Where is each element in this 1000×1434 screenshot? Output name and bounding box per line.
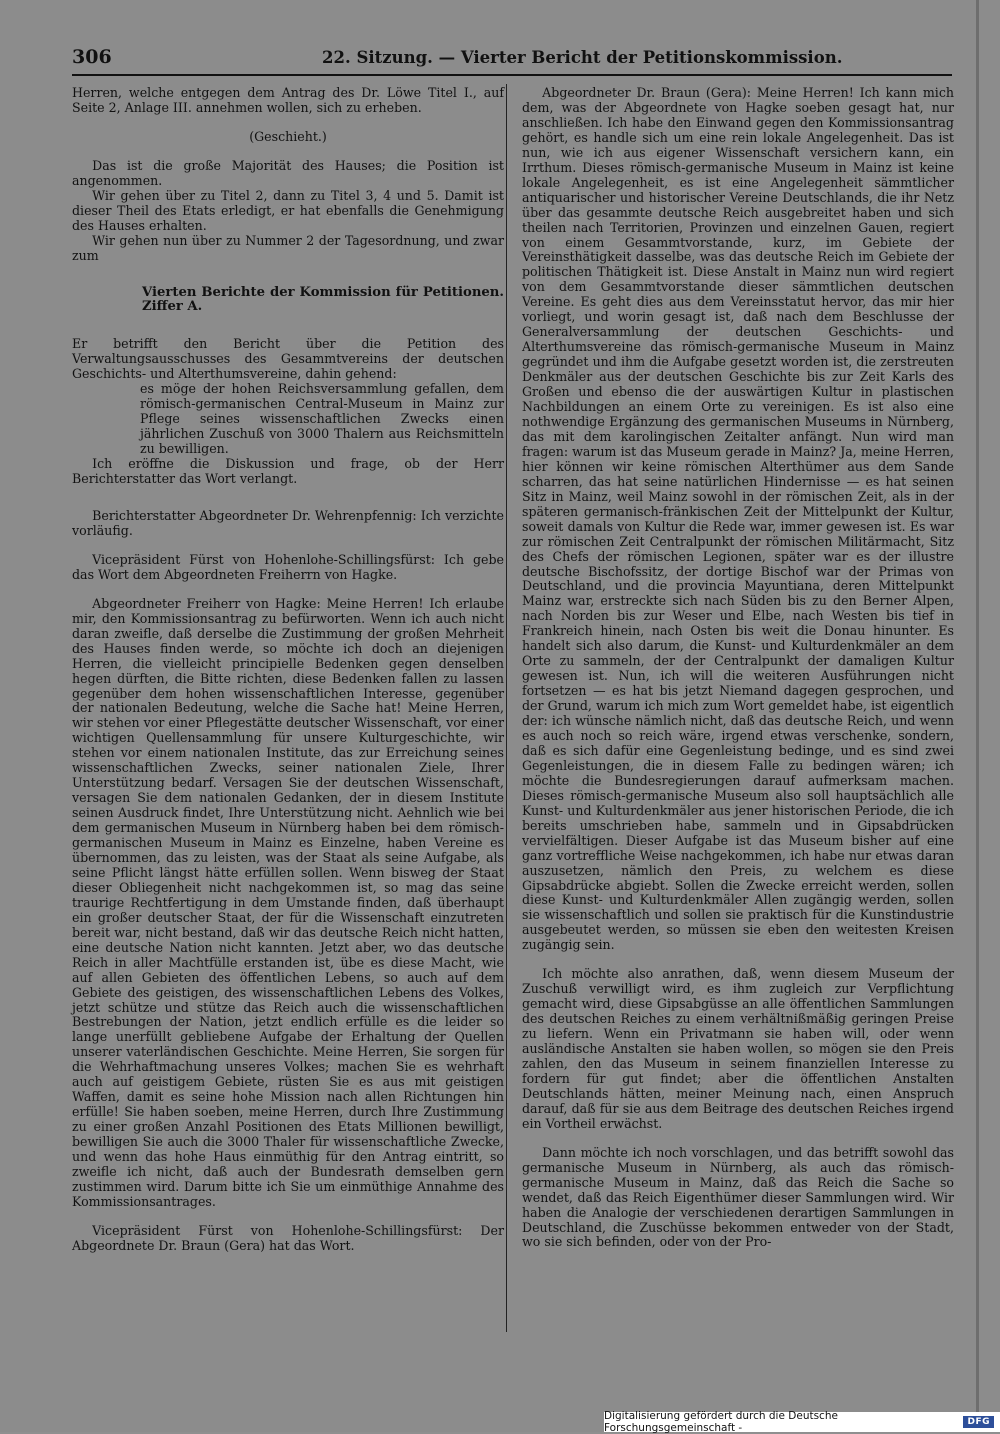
left-column-paragraph: Er betrifft den Bericht über die Petition des Verwaltungsausschusses des Gesammtvereins der deutschen Geschichts- und Alterthumsvereine, dahin gehend: <box>72 336 504 382</box>
left-column-paragraph: Ich eröffne die Diskussion und frage, ob der Herr Berichterstatter das Wort verlangt. <box>72 456 504 487</box>
left-column-paragraph: Wir gehen nun über zu Nummer 2 der Tagesordnung, und zwar zum <box>72 232 504 263</box>
left-column-paragraph: Herren, welche entgegen dem Antrag des Dr. Löwe Titel I., auf Seite 2, Anlage III. annehmen wollen, sich zu erheben. <box>72 85 504 115</box>
left-column-paragraph: Das ist die große Majorität des Hauses; die Position ist angenommen. <box>72 157 504 188</box>
left-column-paragraph: Vierten Berichte der Kommission für Petitionen. Ziffer A. <box>142 284 504 315</box>
running-title: 22. Sitzung. — Vierter Bericht der Petitionskommission. <box>322 48 843 67</box>
right-column-paragraph: Ich möchte also anrathen, daß, wenn diesem Museum der Zuschuß verwilligt wird, es ihm zugleich zur Verpflichtung gemacht wird, diese Gipsabgüsse an alle öffentlichen Sammlungen des deutschen Reiches zu einem verhältnißmäßig geringen Preise zu liefern. Wenn ein Privatmann sie haben will, oder wenn ausländische Anstalten sie haben wollen, so mögen sie den Preis zahlen, den das Museum in seinem finanziellen Interesse zu fordern für gut findet; aber die öffentlichen Anstalten Deutschlands hätten, meiner Meinung nach, einen Anspruch darauf, daß für sie aus dem Beitrage des deutschen Reiches irgend ein Vortheil erwächst. <box>522 966 954 1131</box>
page-header <box>72 44 952 76</box>
scan-edge <box>976 0 979 1432</box>
right-column <box>522 86 954 1250</box>
digitization-footer <box>604 1412 1000 1432</box>
left-column-paragraph: es möge der hohen Reichsversammlung gefallen, dem römisch-germanischen Central-Museum in Mainz zur Pflege seines wissenschaftlichen Zwecks einen jährlichen Zuschuß von 3000 Thalern aus Reichsmitteln zu bewilligen. <box>140 381 504 457</box>
right-column-paragraph: Abgeordneter Dr. Braun (Gera): Meine Herren! Ich kann mich dem, was der Abgeordnete von Hagke soeben gesagt hat, nur anschließen. Ich habe den Einwand gegen den Kommissionsantrag gehört, es handle sich um eine rein lokale Angelegenheit. Das ist nun, wie ich aus eigener Wissenschaft versichern kann, ein Irrthum. Dieses römisch-germanische Museum in Mainz ist keine lokale Angelegenheit, es ist eine Angelegenheit sämmtlicher antiquarischer und historischer Vereine Deutschlands, die ihr Netz über das gesammte deutsche Reich ausgebreitet haben und sich theilen nach Territorien, Provinzen und einzelnen Gauen, regiert von einem Gesammtvorstande, kurz, im Gebiete der Vereinsthätigkeit dasselbe, was das deutsche Reich im Gebiete der politischen Thätigkeit ist. Diese Anstalt in Mainz nun wird regiert von dem Gesammtvorstande dieser sämmtlichen deutschen Vereine. Es geht dies aus dem Vereinsstatut hervor, das mir hier vorliegt, und worin gesagt ist, daß nach dem Beschlusse der Generalversammlung der deutschen Geschichts- und Alterthumsvereine das römisch-germanische Museum in Mainz gegründet und ihm die Aufgabe gesetzt worden ist, die zerstreuten Denkmäler aus der deutschen Geschichte bis zur Zeit Karls des Großen und ebenso die der auswärtigen Kultur in plastischen Nachbildungen an einem Orte zu vereinigen. Es ist also eine nothwendige Ergänzung des germanischen Museums in Nürnberg, das mit dem karolingischen Zeitalter anfängt. Nun wird man fragen: warum ist das Museum gerade in Mainz? Ja, meine Herren, hier können wir keine römischen Alterthümer aus dem Sande scharren, das hat seine natürlichen Hindernisse — es hat seinen Sitz in Mainz, weil Mainz sowohl in der römischen Zeit, als in der späteren germanisch-fränkischen Zeit der Mittelpunkt der Kultur, soweit damals von Kultur die Rede war, immer gewesen ist. Es war zur römischen Zeit Centralpunkt der römischen Militärmacht, Sitz des Chefs der römischen Legionen, später war es der illustre deutsche Bischofssitz, der dortige Bischof war der Primas von Deutschland, und die provincia Mayuntiana, deren Mittelpunkt Mainz war, erstreckte sich nach Süden bis zu den Berner Alpen, nach Norden bis zur Weser und Elbe, nach Westen bis tief in Frankreich hinein, nach Osten bis weit die Donau hinunter. Es handelt sich also darum, die Kunst- und Kulturdenkmäler an dem Orte zu sammeln, der der Centralpunkt der damaligen Kultur gewesen ist. Nun, ich will die weiteren Ausführungen nicht fortsetzen — es hat bis jetzt Niemand dagegen gesprochen, und der Grund, warum ich mich zum Wort gemeldet habe, ist eigentlich der: ich wünsche nämlich nicht, daß das deutsche Reich, und wenn es auch noch so reich wäre, irgend etwas verschenke, sondern, daß es sich dafür eine Gegenleistung bedinge, und es sind zwei Gegenleistungen, die in diesem Falle zu bedingen wären; ich möchte die Bundesregierungen darauf aufmerksam machen. Dieses römisch-germanische Museum also soll hauptsächlich alle Kunst- und Kulturdenkmäler aus jener historischen Periode, die ich bereits umschrieben habe, sammeln und in Gipsabdrücken vervielfältigen. Dieser Aufgabe ist das Museum bisher auf eine ganz vortreffliche Weise nachgekommen, ich habe nur etwas daran auszusetzen, nämlich den Preis, zu welchem es diese Gipsabdrücke abgiebt. Sollen die Zwecke erreicht werden, sollen diese Kunst- und Kulturdenkmäler Allen zugängig werden, sollen sie wissenschaftlich und sollen sie praktisch für die Kunstindustrie ausgebeutet werden, so müssen sie eben den weitesten Kreisen zugängig sein. <box>522 85 954 953</box>
left-column-paragraph: Vicepräsident Fürst von Hohenlohe-Schillingsfürst: Ich gebe das Wort dem Abgeordneten Freiherrn von Hagke. <box>72 551 504 582</box>
left-column-paragraph: (Geschieht.) <box>249 128 327 144</box>
left-column-paragraph: Abgeordneter Freiherr von Hagke: Meine Herren! Ich erlaube mir, den Kommissionsantrag zu befürworten. Wenn ich auch nicht daran zweifle, daß derselbe die Zustimmung der großen Mehrheit des Hauses finden werde, so möchte ich doch an diejenigen Herren, die vielleicht principielle Bedenken gegen denselben hegen dürften, die Bitte richten, diese Bedenken fallen zu lassen gegenüber dem hohen wissenschaftlichen Interesse, gegenüber der nationalen Bedeutung, welche die Sache hat! Meine Herren, wir stehen vor einer Pflegestätte deutscher Wissenschaft, vor einer wichtigen Quellensammlung für unsere Kulturgeschichte, wir stehen vor einem nationalen Institute, das zur Erreichung seines wissenschaftlichen Zwecks, seiner nationalen Ziele, Ihrer Unterstützung bedarf. Versagen Sie der deutschen Wissenschaft, versagen Sie dem nationalen Gedanken, der in diesem Institute seinen Ausdruck findet, Ihre Unterstützung nicht. Aehnlich wie bei dem germanischen Museum in Nürnberg haben bei dem römisch-germanischen Museum in Mainz es Einzelne, haben Vereine es übernommen, das zu leisten, was der Staat als seine Aufgabe, als seine Pflicht längst hätte erfüllen sollen. Wenn bisweg der Staat dieser Obliegenheit nicht nachgekommen ist, so mag das seine traurige Rechtfertigung in dem Umstande finden, daß überhaupt ein großer deutscher Staat, der für die Wissenschaft einzutreten bereit war, nicht bestand, daß wir das deutsche Reich nicht hatten, eine deutsche Nation nicht kannten. Jetzt aber, wo das deutsche Reich in aller Machtfülle erstanden ist, übe es diese Macht, wie auf allen Gebieten des öffentlichen Lebens, so auch auf dem Gebiete des geistigen, des wissenschaftlichen Lebens des Volkes, jetzt schütze und stütze das Reich auch die wissenschaftlichen Bestrebungen der Nation, jetzt endlich erfülle es die leider so lange unerfüllt gebliebene Aufgabe der Erhaltung der Quellen unserer vaterländischen Geschichte. Meine Herren, Sie sorgen für die Wehrhaftmachung unseres Volkes; machen Sie es wehrhaft auch auf geistigem Gebiete, rüsten Sie es aus mit geistigen Waffen, damit es seine hohe Mission nach allen Richtungen hin erfülle! Sie haben soeben, meine Herren, durch Ihre Zustimmung zu einer großen Anzahl Positionen des Etats Millionen bewilligt, bewilligen Sie auch die 3000 Thaler für wissenschaftliche Zwecke, und wenn das hohe Haus einmüthig für den Antrag eintritt, so zweifle ich nicht, daß auch der Bundesrath demselben gern zustimmen wird. Darum bitte ich Sie um einmüthige Annahme des Kommissionsantrages. <box>72 595 504 1209</box>
left-column <box>72 86 504 1254</box>
dfg-logo-icon: DFG <box>963 1416 994 1428</box>
left-column-paragraph: Berichterstatter Abgeordneter Dr. Wehrenpfennig: Ich verzichte vorläufig. <box>72 507 504 538</box>
left-column-paragraph: Vicepräsident Fürst von Hohenlohe-Schillingsfürst: Der Abgeordnete Dr. Braun (Gera) hat das Wort. <box>72 1222 504 1253</box>
right-column-paragraph: Dann möchte ich noch vorschlagen, und das betrifft sowohl das germanische Museum in Nürnberg, als auch das römisch-germanische Museum in Mainz, daß das Reich die Sache so wendet, daß das Reich Eigenthümer dieser Sammlungen wird. Wir haben die Analogie der verschiedenen derartigen Sammlungen in Deutschland, die Zuschüsse bekommen entweder von der Stadt, wo sie sich befinden, oder von der Pro- <box>522 1144 954 1250</box>
left-column-paragraph: Wir gehen über zu Titel 2, dann zu Titel 3, 4 und 5. Damit ist dieser Theil des Etats erledigt, er hat ebenfalls die Genehmigung des Hauses erhalten. <box>72 187 504 233</box>
column-divider <box>506 84 507 1332</box>
footer-credit: Digitalisierung gefördert durch die Deutsche Forschungsgemeinschaft - <box>604 1410 838 1434</box>
page-number: 306 <box>72 46 112 68</box>
